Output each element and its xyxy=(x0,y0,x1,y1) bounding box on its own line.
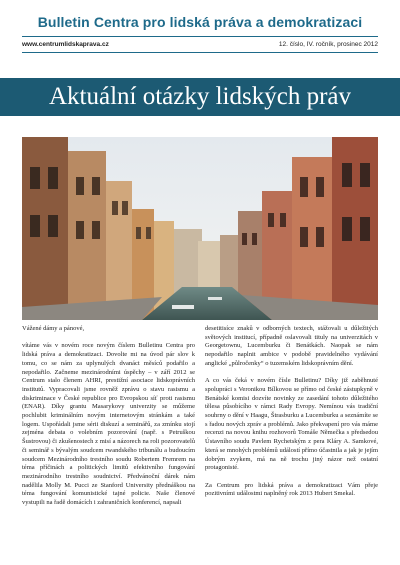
header-rule xyxy=(22,36,378,37)
banner-title: Aktuální otázky lidských práv xyxy=(48,83,351,110)
issue-info: 12. číslo, IV. ročník, prosinec 2012 xyxy=(278,41,378,48)
signature-paragraph: Za Centrum pro lidská práva a demokratizaci Vám přeje pozitivními událostmi naplněný rok 2013 Hubert Smekal. xyxy=(205,481,378,498)
left-column xyxy=(22,325,195,516)
website-url[interactable]: www.centrumlidskaprava.cz xyxy=(22,41,109,48)
right-paragraph-2: A co vás čeká v novém čísle Bulletinu? Díky již zaběhnuté spolupráci s Veronikou Bílkovou se přímo od české zástupkyně v Benátské komisi dozvíte novinky ze zasedání tohoto důležitého tělesa působícího v rámci Rady Evropy. Nemínou vás tradiční souhrny o dění v Haagu, Štrasburku a Lucemburku a seznámíte se s řadou nových zpráv a problémů. Jako překvapení pro vás máme recenzi na novou knihu rozhovorů Tomáše Němečka s předsedou Ústavního soudu Pavlem Rychetským z pera Kláry A. Samkové, která se mnohých problémů událostí přímo účastnila a jak je jejím dobrým zvykem, má na ně trochu jiný názor než ostatní protagonisté. xyxy=(205,377,378,472)
right-paragraph-1: desetitisíce znaků v odborných textech, stážovali u důležitých světových institucí, případně oslavovali tituly na univerzitách v Georgetownu, Lucemburku či Benátkách. Naopak se nám nepodařilo naplnit ambice v podobě pravidelného vydávání anglické „půlročenky“ o tuzemském lidskoprávním dění. xyxy=(205,325,378,367)
salutation: Vážené dámy a pánové, xyxy=(22,325,85,332)
right-column xyxy=(205,325,378,508)
left-paragraph: vítáme vás v novém roce novým číslem Bulletinu Centra pro lidská práva a demokratizaci. Dovolte mi na úvod pár slov k tomu, co se nám za uplynulých dvanáct měsíců podařilo a nepodařilo. Začneme mezinárodními úspěchy – v září 2012 se Centrum stalo členem AHRI, prestižní asociace lidskoprávních institutů. Vypracovali jsme rovněž zprávu o stavu rasismu a diskriminace v České republice pro Evropskou síť proti rasismu (ENAR). Díky grantu Masarykovy univerzity se můžeme pochlubit kriminálním novým internetovým stránkám a také logem. Uspořádali jsme sérii diskuzí a seminářů, za zmínku stojí zejména debata o volebním pozorování (např. s Petruškou Šustrovou) či zkušenostech z misí a názorech na roli pozorovatelů či seminář s bývalým soudcem rwandského tribunálu a budoucím soudcem Mezinárodního trestního soudu Robertem Fremrem na téma příčinách a politických limitů efektivního fungování mezinárodního trestního soudnictví. Předvánoční dárek nám nadělila Molly M. Pucci ze Stanford University přednáškou na téma fungování komunistické tajné policie. Naše členové vystupili na řadě domácích i zahraničních konferencí, napsali xyxy=(22,342,195,507)
bulletin-title: Bulletin Centra pro lidská práva a demokratizaci xyxy=(37,14,363,30)
subheader-rule xyxy=(22,52,378,53)
venice-canal-photo xyxy=(22,137,378,320)
